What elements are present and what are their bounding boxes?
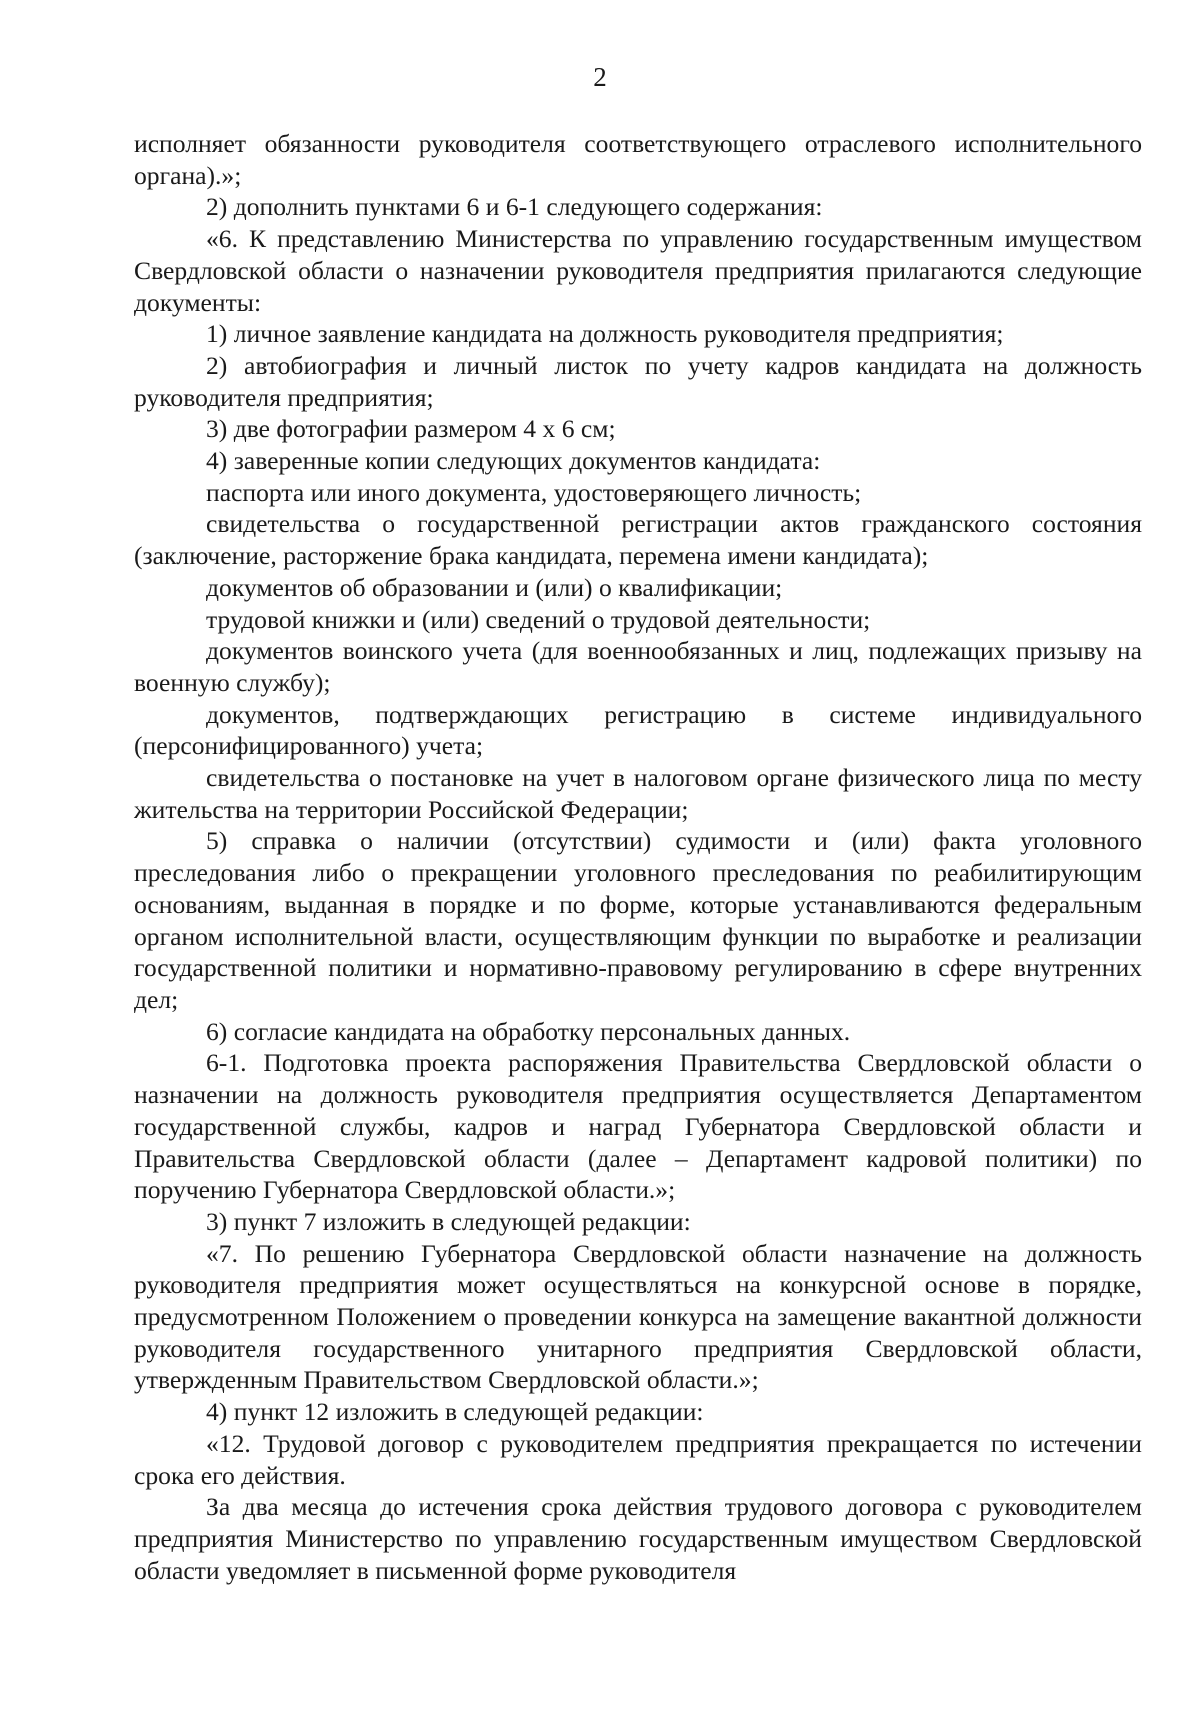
paragraph-doc-4: 4) заверенные копии следующих документов кандидата: [206, 446, 821, 476]
page-number: 2 [593, 62, 607, 92]
paragraph-civil-status: свидетельства о государственной регистрации актов гражданского состояния (заключение, расторжение брака кандидата, перемена имени кандидата); [134, 509, 1142, 571]
paragraph-doc-3: 3) две фотографии размером 4 х 6 см; [206, 414, 616, 444]
paragraph-continuation: исполняет обязанности руководителя соответствующего отраслевого исполнительного органа).»; [134, 129, 1142, 190]
paragraph-item-2: 2) дополнить пунктами 6 и 6-1 следующего содержания: [206, 192, 823, 222]
paragraph-item-4: 4) пункт 12 изложить в следующей редакции: [206, 1397, 704, 1427]
paragraph-item-3: 3) пункт 7 изложить в следующей редакции: [206, 1206, 691, 1236]
paragraph-clause-6-1: 6-1. Подготовка проекта распоряжения Правительства Свердловской области о назначении на должность руководителя предприятия осуществляется Департаментом государственной службы, кадров и наград Губернатора Свердловской области и Правительства Свердловской области (далее – Департамент кадровой политики) по поручению Губернатора Свердловской области.»; [134, 1048, 1142, 1205]
paragraph-clause-6: «6. К представлению Министерства по управлению государственным имуществом Свердловской области о назначении руководителя предприятия прилагаются следующие документы: [134, 224, 1142, 317]
paragraph-doc-2: 2) автобиография и личный листок по учету кадров кандидата на должность руководителя предприятия; [134, 350, 1142, 412]
paragraph-clause-12: «12. Трудовой договор с руководителем предприятия прекращается по истечении срока его действия. [134, 1428, 1142, 1490]
paragraph-doc-1: 1) личное заявление кандидата на должность руководителя предприятия; [206, 319, 1004, 349]
paragraph-military: документов воинского учета (для военнообязанных и лиц, подлежащих призыву на военную службу); [134, 636, 1142, 697]
document-body [134, 128, 1142, 1586]
paragraph-doc-6: 6) согласие кандидата на обработку персональных данных. [206, 1016, 851, 1046]
paragraph-tax-registration: свидетельства о постановке на учет в налоговом органе физического лица по месту жительства на территории Российской Федерации; [134, 763, 1142, 824]
paragraph-education: документов об образовании и (или) о квалификации; [206, 572, 783, 602]
paragraph-notice: За два месяца до истечения срока действия трудового договора с руководителем предприятия Министерство по управлению государственным имуществом Свердловской области уведомляет в письменной форме руководителя [134, 1492, 1142, 1585]
paragraph-doc-5: 5) справка о наличии (отсутствии) судимости и (или) факта уголовного преследования либо о прекращении уголовного преследования по реабилитирующим основаниям, выданная в порядке и по форме, которые устанавливаются федеральным органом исполнительной власти, осуществляющим функции по выработке и реализации государственной политики и нормативно-правовому регулированию в сфере внутренних дел; [134, 826, 1142, 1014]
paragraph-personal-account: документов, подтверждающих регистрацию в системе индивидуального (персонифицированного) учета; [134, 699, 1142, 761]
paragraph-employment-record: трудовой книжки и (или) сведений о трудовой деятельности; [206, 604, 871, 634]
paragraph-clause-7: «7. По решению Губернатора Свердловской области назначение на должность руководителя предприятия может осуществляться на конкурсной основе в порядке, предусмотренном Положением о проведении конкурса на замещение вакантной должности руководителя государственного унитарного предприятия Свердловской области, утвержденным Правительством Свердловской области.»; [134, 1238, 1142, 1395]
paragraph-passport: паспорта или иного документа, удостоверяющего личность; [206, 477, 862, 507]
